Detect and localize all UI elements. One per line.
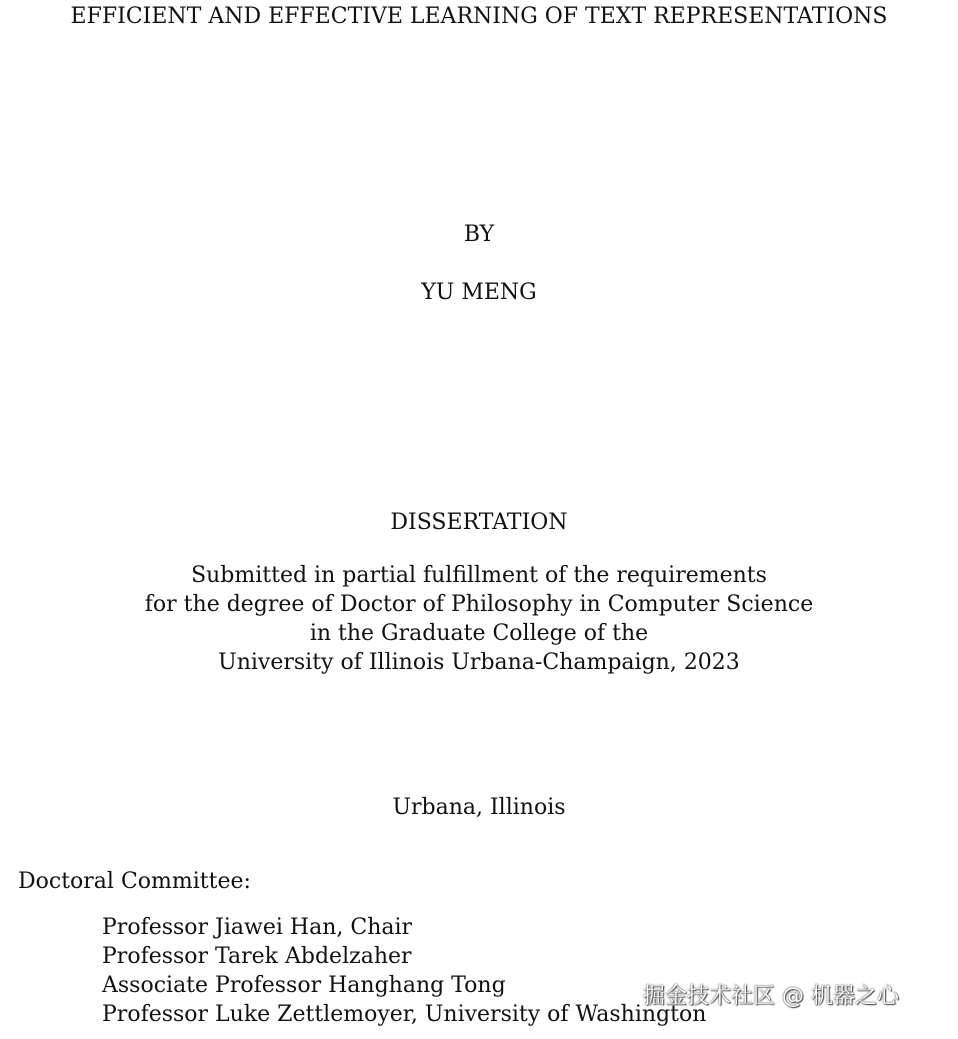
committee-list [102,913,706,1029]
submission-statement [0,561,958,677]
committee-heading: Doctoral Committee: [18,869,251,894]
committee-member: Professor Tarek Abdelzaher [102,944,412,969]
by-label: BY [463,222,495,247]
place: Urbana, Illinois [392,795,566,820]
statement-line: in the Graduate College of the [309,621,649,646]
document-type: DISSERTATION [390,510,568,535]
statement-line: University of Illinois Urbana-Champaign, 2023 [218,650,740,675]
thesis-title: EFFICIENT AND EFFECTIVE LEARNING OF TEXT REPRESENTATIONS [70,4,888,29]
committee-member: Associate Professor Hanghang Tong [102,973,506,998]
statement-line: Submitted in partial fulfillment of the requirements [191,563,767,588]
statement-line: for the degree of Doctor of Philosophy in Computer Science [144,592,814,617]
author-name: YU MENG [421,280,537,305]
committee-member: Professor Jiawei Han, Chair [102,915,413,940]
committee-member: Professor Luke Zettlemoyer, University of Washington [102,1002,707,1027]
watermark: 掘金技术社区 @ 机器之心 [643,984,899,1009]
